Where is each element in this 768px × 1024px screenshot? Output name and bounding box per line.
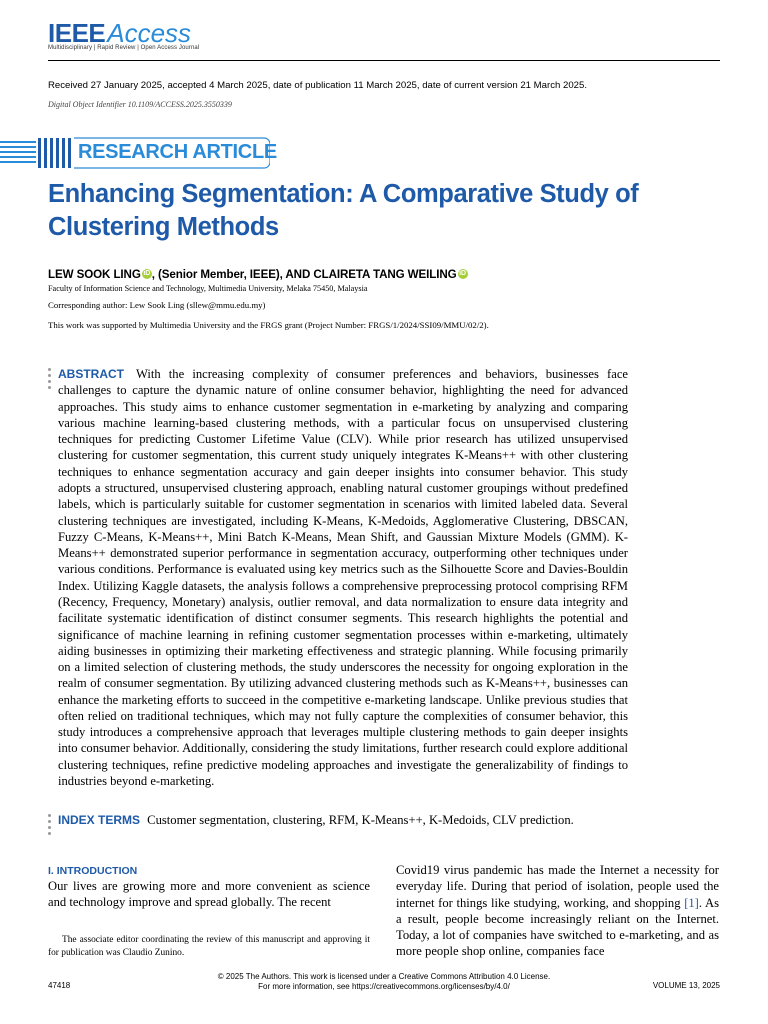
- article-type-label: RESEARCH ARTICLE: [78, 141, 277, 163]
- logo-ieee: IEEE: [48, 18, 106, 48]
- editor-footnote: The associate editor coordinating the review of this manuscript and approving it for publication was Claudio Zunino.: [48, 935, 370, 958]
- affiliation: Faculty of Information Science and Technology, Multimedia University, Melaka 75450, Malaysia: [48, 284, 368, 293]
- paper-title: Enhancing Segmentation: A Comparative Study of Clustering Methods: [48, 180, 639, 241]
- license-line: © 2025 The Authors. This work is licensed under a Creative Commons Attribution 4.0 License.: [217, 972, 551, 981]
- journal-tagline: Multidisciplinary | Rapid Review | Open Access Journal: [48, 45, 200, 51]
- section-heading: I. INTRODUCTION: [48, 865, 138, 877]
- author-membership: , (Senior Member, IEEE), AND: [151, 268, 314, 281]
- orcid-icon[interactable]: iD: [459, 270, 466, 277]
- index-terms: [58, 812, 678, 828]
- intro-right-column: [396, 862, 719, 960]
- logo-access: Access: [107, 18, 192, 48]
- header-divider: [48, 60, 720, 61]
- author-line: [48, 268, 468, 281]
- author-name: CLAIRETA TANG WEILING: [313, 268, 457, 281]
- corresponding-author: Corresponding author: Lew Sook Ling (sllew@mmu.edu.my): [48, 300, 266, 310]
- abstract-text: With the increasing complexity of consumer preferences and behaviors, businesses face challenges to capture the dynamic nature of online consumer behavior, highlighting the need for advanced approaches. This study aims to enhance customer segmentation in e-marketing by analyzing and comparing various machine learning-based clustering methods, with a particular focus on unsupervised clustering techniques for predicting Customer Lifetime Value (CLV). While prior research has utilized unsupervised clustering for customer segmentation, this current study uniquely integrates K-Means++ with other clustering techniques to enhance segmentation accuracy and gain deeper insights into consumer behavior. This study adopts a structured, unsupervised clustering approach, enabling natural customer groupings without predefined labels, which is particularly suitable for customer segmentation in scenarios with limited labeled data. Several clustering techniques are investigated, including K-Means, K-Medoids, Agglomerative Clustering, DBSCAN, Fuzzy C-Means, K-Means++, Mini Batch K-Means, Mean Shift, and Gaussian Mixture Models (GMM). K-Means++ demonstrated superior performance in segmentation accuracy, outperforming other techniques under various conditions. Performance is evaluated using key metrics such as the Silhouette Score and Davies-Bouldin Index. Utilizing Kaggle datasets, the analysis follows a comprehensive preprocessing protocol comprising RFM (Recency, Frequency, Monetary) analysis, outlier removal, and data normalization to ensure data integrity and facilitate systematic identification of distinct consumer segments. This research highlights the potential and significance of machine learning in refining customer segmentation processes within e-marketing, ultimately aiding businesses in optimizing their marketing effectiveness and strategic planning. While focusing primarily on a limited selection of clustering methods, the study underscores the necessity for ongoing exploration in the realm of consumer segmentation. By utilizing advanced clustering methods such as K-Means++, businesses can enhance the marketing efforts to succeed in the competitive e-marketing landscape. Unlike previous studies that often relied on traditional techniques, which may not fully capture the complexities of consumer behavior, this study introduces a comprehensive approach that leverages multiple clustering methods to gain deeper insights into consumer behavior. Additionally, considering the study limitations, further research could explore additional clustering techniques, refine predictive modeling approaches and investigate the generalizability of findings to industries beyond e-marketing.: [58, 367, 629, 789]
- index-terms-dots-icon: [48, 814, 52, 838]
- index-terms-heading: INDEX TERMS: [58, 813, 141, 827]
- abstract-heading: ABSTRACT: [58, 367, 124, 381]
- intro-left-column: Our lives are growing more and more convenient as science and technology improve and spread globally. The recent: [48, 879, 370, 910]
- page-number: 47418: [48, 981, 71, 990]
- doi: Digital Object Identifier 10.1109/ACCESS.2025.3550339: [48, 100, 232, 109]
- orcid-icon[interactable]: iD: [143, 270, 151, 277]
- license-link[interactable]: For more information, see https://creativecommons.org/licenses/by/4.0/: [258, 982, 510, 991]
- funding-note: This work was supported by Multimedia University and the FRGS grant (Project Number: FRGS/1/2024/SSI09/MMU/02/2).: [48, 320, 489, 330]
- publication-dates: Received 27 January 2025, accepted 4 March 2025, date of publication 11 March 2025, date of current version 21 March 2025.: [48, 80, 588, 91]
- volume-label: VOLUME 13, 2025: [652, 981, 720, 990]
- intro-text: Covid19 virus pandemic has made the Internet a necessity for everyday life. During that period of isolation, people used the internet for things like studying, working, and shopping: [396, 863, 719, 910]
- abstract-dots-icon: [48, 368, 52, 392]
- abstract: [58, 366, 628, 789]
- citation-link[interactable]: [1]: [684, 895, 699, 910]
- author-name: LEW SOOK LING: [48, 268, 141, 281]
- intro-text: . As a result, people become increasingly reliant on the Internet. Today, a lot of companies have switched to e-marketing, and as more people shop online, companies face: [396, 895, 719, 959]
- index-terms-text: Customer segmentation, clustering, RFM, K-Means++, K-Medoids, CLV prediction.: [147, 813, 574, 827]
